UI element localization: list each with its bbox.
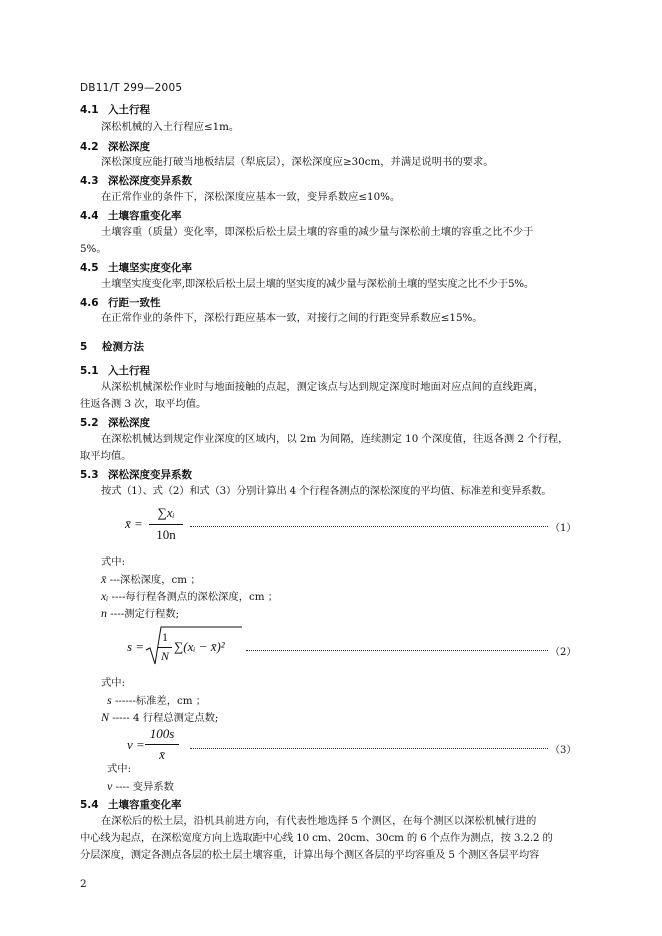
section-4-3-heading (80, 173, 192, 188)
section-4-2-text: 深松深度应能打破当地板结层（犁底层），深松深度应≥30cm，并满足说明书的要求。 (101, 156, 494, 168)
section-number: 4.5 (80, 262, 99, 274)
section-number: 4.2 (80, 141, 99, 153)
section-5-4-heading (80, 797, 182, 812)
section-4-3-text: 在正常作业的条件下，深松深度应基本一致，变异系数应≤10%。 (101, 191, 401, 203)
fraction-bar (158, 647, 172, 648)
formula-1-lhs: x̄ = (125, 516, 143, 531)
section-title: 深松深度变异系数 (108, 175, 192, 187)
section-number: 5.1 (80, 365, 99, 377)
variable-description: ----测定行程数; (107, 608, 180, 620)
variable-description: ----- 4 行程总测定点数; (109, 712, 219, 724)
formula-2-lhs: s = (127, 639, 145, 654)
formula-1-denominator: 10n (156, 527, 176, 542)
formula-1-numerator: ∑xᵢ (157, 505, 175, 520)
section-4-5-heading (80, 260, 192, 275)
equation-number-3: （3） (550, 745, 577, 756)
section-5-4-text-line: 分层深度，测定各测点各层的松土层土壤容重，计算出每个测区各层的平均容重及 5 个测区各层平均容 (80, 849, 540, 861)
section-5-3-text: 按式（1）、式（2）和式（3）分别计算出 4 个行程各测点的深松深度的平均值、标准差和变异系数。 (101, 485, 552, 497)
standard-code: DB11/T 299—2005 (80, 82, 183, 94)
variable-definition (107, 694, 206, 708)
section-number: 5.2 (80, 417, 99, 429)
section-5-2-text-line: 取平均值。 (80, 450, 132, 462)
variable-description: ------标准差，cm ； (111, 695, 207, 707)
variable-definition (107, 780, 174, 794)
section-5-heading (80, 339, 144, 354)
section-5-4-text-line: 在深松后的松土层，沿机具前进方向，有代表性地选择 5 个测区，在每个测区以深松机械行进的 (101, 815, 537, 827)
section-4-6-heading (80, 295, 161, 310)
leader-dots (190, 526, 548, 527)
page-number: 2 (80, 878, 87, 890)
section-4-2-heading (80, 139, 150, 154)
section-4-4-text-line: 5%。 (80, 243, 107, 255)
section-5-1-text-line: 往返各测 3 次，取平均值。 (80, 398, 207, 410)
variable-definition (101, 711, 218, 725)
section-title: 深松深度 (108, 141, 150, 153)
section-4-6-text: 在正常作业的条件下，深松行距应基本一致，对接行之间的行距变异系数应≤15%。 (101, 312, 483, 324)
formula-3-numerator: 100s (149, 726, 175, 741)
section-5-4-text-line: 中心线为起点，在深松宽度方向上选取距中心线 10 cm、20cm、30cm 的 6 个点作为测点，按 3.2.2 的 (80, 832, 553, 844)
section-title: 检测方法 (102, 341, 144, 353)
variable-description: ----每行程各测点的深松深度，cm ； (108, 591, 279, 603)
where-label: 式中: (107, 763, 132, 775)
section-4-1-heading (80, 102, 150, 117)
variable-definition (101, 590, 278, 604)
section-5-3-heading (80, 467, 192, 482)
section-title: 深松深度 (108, 417, 150, 429)
section-4-5-text: 土壤坚实度变化率,即深松后松土层土壤的坚实度的减少量与深松前土壤的坚实度之比不少于5%。 (101, 278, 534, 290)
section-5-2-text-line: 在深松机械达到规定作业深度的区域内，以 2m 为间隔，连续测定 10 个深度值，往返各测 2 个行程， (101, 433, 569, 445)
formula-3-lhs: v = (127, 737, 145, 752)
variable-symbol: s (107, 693, 112, 707)
fraction-bar (145, 744, 179, 745)
where-label: 式中: (101, 556, 126, 568)
section-title: 入土行程 (108, 365, 150, 377)
variable-definition (101, 607, 179, 621)
section-number: 5 (80, 341, 88, 353)
formula-2-sum: ∑(xᵢ − x̄)² (174, 639, 225, 654)
section-5-1-text-line: 从深松机械深松作业时与地面接触的点起，测定该点与达到规定深度时地面对应点间的直线距离， (101, 381, 544, 393)
leader-dots (246, 650, 548, 651)
section-title: 土壤坚实度变化率 (108, 262, 192, 274)
fraction-bar (149, 524, 183, 525)
section-5-2-heading (80, 415, 150, 430)
section-title: 土壤容重变化率 (108, 799, 182, 811)
section-number: 4.1 (80, 104, 99, 116)
section-4-4-heading (80, 208, 182, 223)
section-title: 土壤容重变化率 (108, 210, 182, 222)
section-4-1-text: 深松机械的入土行程应≤1m。 (101, 121, 240, 133)
variable-symbol: N (101, 710, 110, 724)
variable-symbol: n (101, 606, 107, 620)
section-number: 4.3 (80, 175, 99, 187)
leader-dots (190, 748, 548, 749)
equation-number-1: （1） (550, 523, 577, 534)
section-number: 4.4 (80, 210, 99, 222)
variable-definition (101, 573, 201, 587)
formula-2-frac-numerator: 1 (162, 630, 168, 644)
section-title: 入土行程 (108, 104, 150, 116)
where-label: 式中: (101, 677, 126, 689)
variable-description: ---- 变异系数 (112, 781, 174, 793)
section-title: 深松深度变异系数 (108, 469, 192, 481)
section-number: 5.3 (80, 469, 99, 481)
section-5-1-heading (80, 363, 150, 378)
variable-symbol: v (107, 779, 113, 793)
section-title: 行距一致性 (108, 297, 161, 309)
equation-number-2: （2） (550, 647, 577, 658)
formula-3-denominator: x̄ (159, 747, 165, 762)
variable-symbol: xᵢ (101, 589, 109, 603)
section-number: 5.4 (80, 799, 99, 811)
section-number: 4.6 (80, 297, 99, 309)
variable-symbol: x̄ (101, 572, 107, 586)
formula-2-frac-denominator: N (160, 649, 169, 663)
variable-description: ---深松深度，cm ； (106, 574, 201, 586)
section-4-4-text-line: 土壤容重（质量）变化率，即深松后松土层土壤的容重的减少量与深松前土壤的容重之比不少于 (101, 226, 534, 238)
